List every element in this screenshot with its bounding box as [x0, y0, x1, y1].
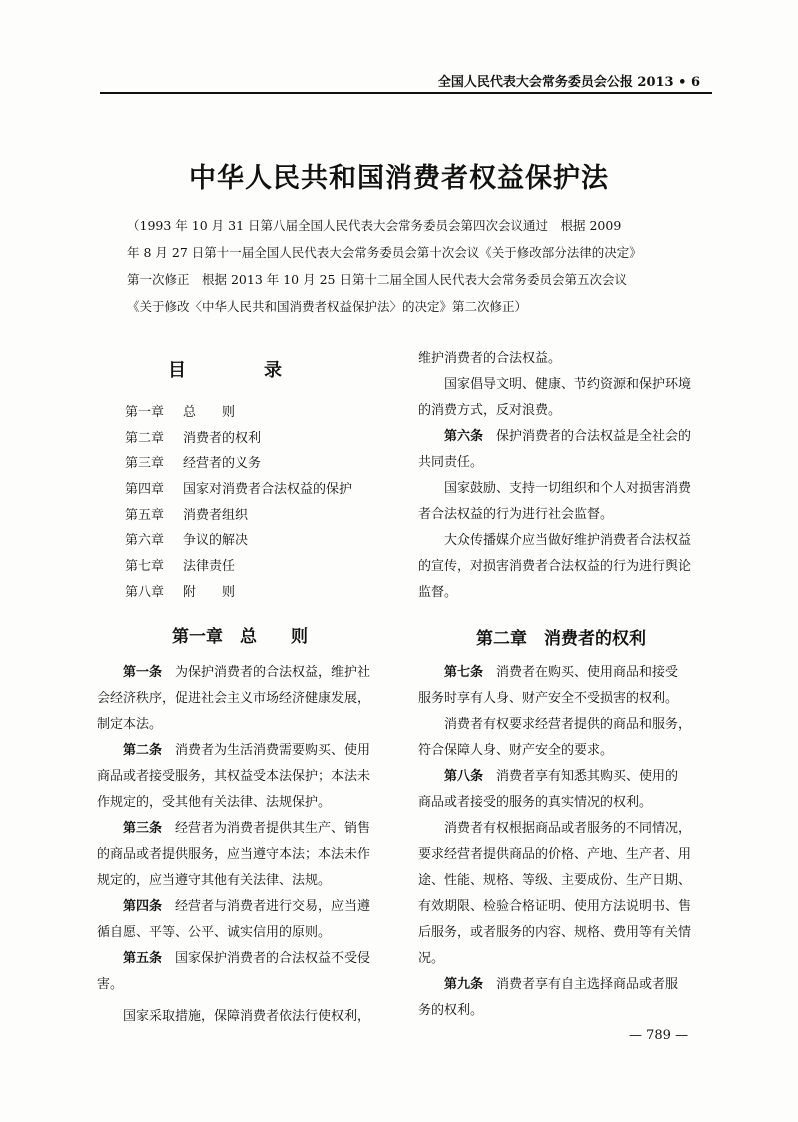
article-text: 的消费方式，反对浪费。 — [418, 403, 562, 418]
toc-item[interactable] — [125, 554, 352, 580]
article-text: 国家采取措施，保障消费者依法行使权利， — [123, 1009, 371, 1024]
article-text: 有效期限、检验合格证明、使用方法说明书、售 — [418, 899, 692, 914]
toc-item-number: 第六章 — [125, 533, 165, 549]
article-label: 第七条 — [444, 665, 484, 680]
article-text: 共同责任。 — [418, 455, 484, 470]
article-text: 消费者在购买、使用商品和接受 — [496, 665, 679, 680]
running-header — [100, 66, 712, 94]
chapter-heading: 第二章 消费者的权利 — [476, 629, 646, 649]
article-8 — [418, 764, 704, 972]
article-text: 的宣传，对损害消费者合法权益的行为进行舆论 — [418, 559, 692, 574]
table-of-contents — [125, 400, 352, 606]
article-text: 大众传播媒介应当做好维护消费者合法权益 — [444, 533, 692, 548]
toc-item-name: 争议的解决 — [183, 533, 249, 549]
article-6 — [418, 424, 704, 606]
toc-item[interactable] — [125, 426, 352, 452]
toc-item-name: 经营者的义务 — [183, 456, 262, 472]
article-label: 第三条 — [123, 821, 163, 836]
document-title: 中华人民共和国消费者权益保护法 — [189, 163, 609, 194]
article-text: 符合保障人身、财产安全的要求。 — [418, 743, 614, 758]
toc-item-name: 附 则 — [183, 584, 236, 600]
article-text: 消费者有权根据商品或者服务的不同情况， — [444, 821, 692, 836]
toc-item[interactable] — [125, 451, 352, 477]
article-text: 制定本法。 — [97, 717, 163, 732]
article-label: 第九条 — [444, 977, 484, 992]
article-text: 会经济秩序，促进社会主义市场经济健康发展， — [97, 691, 371, 706]
toc-item[interactable] — [125, 400, 352, 426]
article-2 — [97, 738, 383, 816]
preamble-line: 第一次修正 根据 2013 年 10 月 25 日第十二届全国人民代表大会常务委员会第五次会议 — [127, 272, 627, 287]
article-text: 消费者为生活消费需要购买、使用 — [175, 743, 371, 758]
toc-item-number: 第三章 — [125, 456, 165, 472]
article-text: 国家保护消费者的合法权益不受侵 — [175, 951, 371, 966]
article-label: 第五条 — [123, 951, 163, 966]
article-text: 况。 — [418, 951, 445, 966]
article-text: 途、性能、规格、等级、主要成份、生产日期、 — [418, 873, 692, 888]
article-text: 经营者为消费者提供其生产、销售 — [175, 821, 371, 836]
preamble-line: （1993 年 10 月 31 日第八届全国人民代表大会常务委员会第四次会议通过 根据 2009 — [127, 218, 622, 233]
article-text: 害。 — [97, 977, 124, 992]
article-text: 保护消费者的合法权益是全社会的 — [496, 429, 692, 444]
toc-item[interactable] — [125, 528, 352, 554]
article-text: 监督。 — [418, 585, 458, 600]
article-text: 商品或者接受的服务的真实情况的权利。 — [418, 795, 653, 810]
article-4 — [97, 894, 383, 946]
article-3 — [97, 816, 383, 894]
article-text: 服务时享有人身、财产安全不受损害的权利。 — [418, 691, 679, 706]
chapter-heading: 第一章 总 则 — [172, 627, 308, 647]
toc-item-name: 总 则 — [183, 405, 236, 420]
article-7 — [418, 660, 704, 764]
toc-item-name: 消费者组织 — [183, 507, 249, 523]
preamble — [127, 212, 699, 320]
toc-item-number: 第一章 — [125, 405, 165, 420]
article-text: 者合法权益的行为进行社会监督。 — [418, 507, 614, 522]
article-label: 第六条 — [444, 429, 484, 444]
article-text: 国家鼓励、支持一切组织和个人对损害消费 — [444, 481, 692, 496]
toc-item-number: 第五章 — [125, 507, 165, 523]
running-title: 全国人民代表大会常务委员会公报 2013 • 6 — [437, 75, 700, 90]
article-text: 规定的，应当遵守其他有关法律、法规。 — [97, 873, 332, 888]
article-text: 要求经营者提供商品的价格、产地、生产者、用 — [418, 847, 692, 862]
toc-item-name: 法律责任 — [183, 559, 236, 575]
article-text: 商品或者接受服务，其权益受本法保护；本法未 — [97, 769, 371, 784]
article-9 — [418, 972, 704, 1024]
article-text: 后服务，或者服务的内容、规格、费用等有关情 — [418, 925, 692, 940]
article-text: 为保护消费者的合法权益，维护社 — [175, 665, 371, 680]
toc-item-number: 第二章 — [125, 430, 165, 446]
article-text: 国家倡导文明、健康、节约资源和保护环境 — [444, 377, 692, 392]
preamble-line: 年 8 月 27 日第十一届全国人民代表大会常务委员会第十次会议《关于修改部分法律的决定》 — [127, 245, 642, 260]
article-text: 消费者享有自主选择商品或者服 — [496, 977, 679, 992]
article-text: 务的权利。 — [418, 1003, 484, 1018]
preamble-line: 《关于修改〈中华人民共和国消费者权益保护法〉的决定》第二次修正） — [127, 299, 528, 314]
toc-title: 目 录 — [168, 360, 312, 381]
toc-item[interactable] — [125, 503, 352, 529]
article-label: 第一条 — [123, 665, 163, 680]
toc-item[interactable] — [125, 580, 352, 606]
article-5 — [97, 946, 383, 1030]
toc-item-number: 第四章 — [125, 482, 165, 498]
article-text: 循自愿、平等、公平、诚实信用的原则。 — [97, 925, 332, 940]
article-text: 消费者有权要求经营者提供的商品和服务， — [444, 717, 692, 732]
article-text: 作规定的，受其他有关法律、法规保护。 — [97, 795, 332, 810]
article-text: 经营者与消费者进行交易，应当遵 — [175, 899, 371, 914]
article-label: 第四条 — [123, 899, 163, 914]
toc-item-number: 第七章 — [125, 559, 165, 575]
article-5-continued — [418, 346, 704, 424]
article-text: 消费者享有知悉其购买、使用的 — [496, 769, 679, 784]
page-number: — 789 — — [629, 1028, 689, 1043]
toc-item-number: 第八章 — [125, 584, 165, 600]
article-label: 第二条 — [123, 743, 163, 758]
toc-item[interactable] — [125, 477, 352, 503]
toc-item-name: 国家对消费者合法权益的保护 — [183, 482, 353, 498]
article-label: 第八条 — [444, 769, 484, 784]
article-text: 维护消费者的合法权益。 — [418, 351, 562, 366]
toc-item-name: 消费者的权利 — [183, 430, 262, 446]
article-1 — [97, 660, 383, 738]
article-text: 的商品或者提供服务，应当遵守本法；本法未作 — [97, 847, 371, 862]
